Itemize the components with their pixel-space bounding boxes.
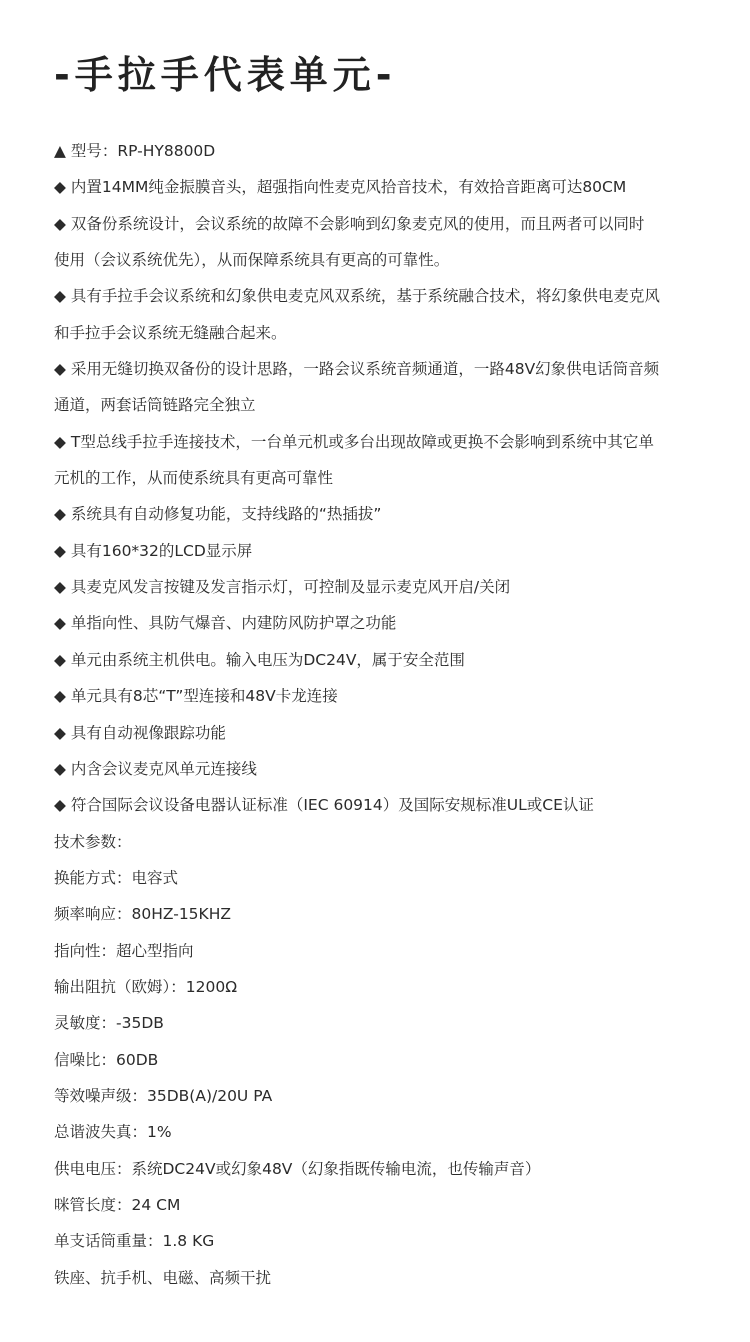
spec-line: ◆ 内置14MM纯金振膜音头，超强指向性麦克风拾音技术，有效拾音距离可达80CM [54,178,627,197]
spec-line: ◆ 内含会议麦克风单元连接线 [54,759,257,778]
param-line: 指向性：超心型指向 [54,941,194,960]
spec-line: ◆ 双备份系统设计，会议系统的故障不会影响到幻象麦克风的使用，而且两者可以同时 [54,214,645,233]
spec-line-model: ▲ 型号：RP-HY8800D [54,142,216,160]
spec-line: ◆ 单元由系统主机供电。输入电压为DC24V，属于安全范围 [54,650,465,669]
spec-line: ◆ 具麦克风发言按键及发言指示灯，可控制及显示麦克风开启/关闭 [54,578,511,597]
spec-line: ◆ 单元具有8芯“T”型连接和48V卡龙连接 [54,687,338,706]
spec-line: ◆ 采用无缝切换双备份的设计思路，一路会议系统音频通道，一路48V幻象供电话筒音频 [54,360,660,379]
param-line: 铁座、抗手机、电磁、高频干扰 [54,1268,272,1287]
tech-params-heading: 技术参数： [54,832,132,851]
spec-line: 和手拉手会议系统无缝融合起来。 [54,323,287,342]
spec-line: ◆ 具有自动视像跟踪功能 [54,723,226,742]
param-line: 换能方式：电容式 [54,868,179,887]
spec-line: ◆ 具有160*32的LCD显示屏 [54,541,253,560]
spec-line: 通道，两套话筒链路完全独立 [54,396,256,415]
param-line: 总谐波失真：1% [54,1123,172,1142]
param-line: 等效噪声级：35DB(A)/20U PA [54,1086,273,1105]
param-line: 灵敏度：-35DB [54,1014,164,1033]
spec-line: ◆ T型总线手拉手连接技术，一台单元机或多台出现故障或更换不会影响到系统中其它单 [54,432,654,451]
spec-line: ◆ 系统具有自动修复功能，支持线路的“热插拔” [54,505,382,524]
spec-line: ◆ 具有手拉手会议系统和幻象供电麦克风双系统，基于系统融合技术，将幻象供电麦克风 [54,287,660,306]
spec-list [54,133,714,1296]
spec-line: ◆ 单指向性、具防气爆音、内建防风防护罩之功能 [54,614,397,633]
param-line: 单支话筒重量：1.8 KG [54,1232,215,1251]
page-title: -手拉手代表单元- [54,53,397,97]
param-line: 输出阻抗（欧姆）：1200Ω [54,977,238,996]
param-line: 信噪比：60DB [54,1050,159,1069]
spec-line: 元机的工作，从而使系统具有更高可靠性 [54,469,334,488]
param-line: 频率响应：80HZ-15KHZ [54,905,231,924]
param-line: 咪管长度：24 CM [54,1195,181,1214]
spec-line: ◆ 符合国际会议设备电器认证标准（IEC 60914）及国际安规标准UL或CE认证 [54,796,594,815]
spec-line: 使用（会议系统优先），从而保障系统具有更高的可靠性。 [54,251,450,270]
param-line: 供电电压：系统DC24V或幻象48V（幻象指既传输电流，也传输声音） [54,1159,541,1178]
